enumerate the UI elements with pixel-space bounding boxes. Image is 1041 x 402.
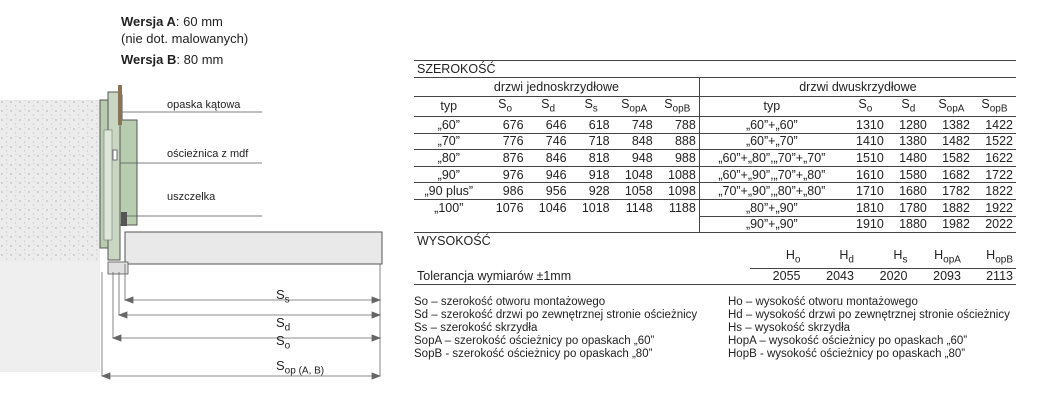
column-header: $S_{opB}$ xyxy=(981,96,1008,115)
dimension-tables xyxy=(414,60,1016,285)
column-header: $S_{opA}$ xyxy=(621,96,648,115)
table-cell: „80” xyxy=(414,150,484,167)
column-header: typ xyxy=(440,99,458,114)
column-header: $H_d$ xyxy=(839,248,854,266)
wall-lower xyxy=(0,262,100,372)
table-cell: 1018 xyxy=(570,200,613,217)
height-value: 2055 xyxy=(750,268,803,284)
table-cell: 776 xyxy=(484,133,527,150)
table-cell: „70”+„90”,„80”+„80” xyxy=(699,183,843,200)
table-cell: 1382 xyxy=(930,117,973,134)
table-row xyxy=(414,183,1016,200)
table-row xyxy=(414,200,1016,217)
table-row xyxy=(414,166,1016,183)
table-cell: 1510 xyxy=(844,150,887,167)
table-cell: 1310 xyxy=(844,117,887,134)
table-cell: „60”+„90”,„70”+„80” xyxy=(699,166,843,183)
width-table xyxy=(414,60,1016,232)
table-cell: 1922 xyxy=(973,200,1016,217)
table-cell xyxy=(484,216,527,232)
table-cell: 1722 xyxy=(973,166,1016,183)
table-cell: 1822 xyxy=(973,183,1016,200)
table-cell: 748 xyxy=(613,117,656,134)
height-value: 2043 xyxy=(803,268,856,284)
table-cell: 1910 xyxy=(844,216,887,232)
table-cell: 1380 xyxy=(887,133,930,150)
frame-core xyxy=(104,130,112,240)
table-cell: 1982 xyxy=(930,216,973,232)
table-cell: 718 xyxy=(570,133,613,150)
table-cell: „90 plus” xyxy=(414,183,484,200)
version-a-value: : 60 mm xyxy=(175,14,223,29)
table-cell: 1058 xyxy=(613,183,656,200)
column-header: $H_{opA}$ xyxy=(934,248,961,266)
label-oscieznica: ościeżnica z mdf xyxy=(167,148,249,160)
legend-item: HopB - wysokość ościeżnicy po opaskach „80” xyxy=(728,348,966,360)
table-cell xyxy=(414,216,484,232)
table-cell: 948 xyxy=(613,150,656,167)
dim-ss: $S_s$ xyxy=(276,287,290,306)
table-cell: 918 xyxy=(570,166,613,183)
dim-so: $S_o$ xyxy=(276,333,291,352)
legend-item: SopA – szerokość ościeżnicy po opaskach „60” xyxy=(414,335,655,347)
hinge-mark xyxy=(113,150,117,160)
seal xyxy=(121,212,127,226)
legend-item: So – szerokość otworu montażowego xyxy=(414,296,606,308)
table-cell: 1780 xyxy=(887,200,930,217)
table-cell: 1710 xyxy=(844,183,887,200)
legend-item: SopB - szerokość ościeżnicy po opaskach „80” xyxy=(414,348,653,360)
table-cell: „60”+„80”,„70”+„70” xyxy=(699,150,843,167)
table-cell: 1410 xyxy=(844,133,887,150)
legend-item: Ho – wysokość otworu montażowego xyxy=(728,296,918,308)
table-cell: 876 xyxy=(484,150,527,167)
table-cell: 1810 xyxy=(844,200,887,217)
table-cell: 1880 xyxy=(887,216,930,232)
table-cell: 1610 xyxy=(844,166,887,183)
column-header: $S_o$ xyxy=(498,96,513,115)
table-cell xyxy=(613,216,656,232)
wall xyxy=(0,100,100,262)
version-a-label: Wersja A xyxy=(121,14,176,29)
table-cell: 1422 xyxy=(973,117,1016,134)
table-cell: 848 xyxy=(613,133,656,150)
table-cell: 986 xyxy=(484,183,527,200)
width-title: SZEROKOŚĆ xyxy=(414,61,1016,78)
table-cell: „90” xyxy=(414,166,484,183)
double-header: drzwi dwuskrzydłowe xyxy=(699,77,1016,96)
table-cell: „60”+„70” xyxy=(699,133,843,150)
table-cell: 2022 xyxy=(973,216,1016,232)
table-cell xyxy=(570,216,613,232)
legend-item: HopA – wysokość ościeżnicy po opaskach „60” xyxy=(728,335,968,347)
version-a-note: (nie dot. malowanych) xyxy=(121,31,249,46)
table-cell xyxy=(656,216,700,232)
table-cell: 1482 xyxy=(930,133,973,150)
height-title: WYSOKOŚĆ xyxy=(414,233,1016,249)
legend-item: Hs – wysokość skrzydła xyxy=(728,322,851,334)
table-cell: 618 xyxy=(570,117,613,134)
table-cell: 1280 xyxy=(887,117,930,134)
table-cell: 1682 xyxy=(930,166,973,183)
table-cell: 1098 xyxy=(656,183,700,200)
table-cell: 788 xyxy=(656,117,700,134)
table-cell: 1680 xyxy=(887,183,930,200)
legend-width xyxy=(414,296,697,361)
table-cell: 846 xyxy=(527,150,570,167)
column-header: $S_d$ xyxy=(541,96,556,115)
table-row xyxy=(414,216,1016,232)
height-value: 2093 xyxy=(910,268,963,284)
table-cell: „60”+„60” xyxy=(699,117,843,134)
height-value: 2113 xyxy=(964,268,1016,284)
table-cell xyxy=(527,216,570,232)
legend-height xyxy=(728,296,1010,361)
table-cell: 888 xyxy=(656,133,700,150)
version-b-label: Wersja B xyxy=(121,52,177,67)
column-header: $S_d$ xyxy=(901,96,916,115)
single-header: drzwi jednoskrzydłowe xyxy=(414,77,699,96)
label-uszczelka: uszczelka xyxy=(167,191,216,203)
table-cell: 1580 xyxy=(887,166,930,183)
table-row xyxy=(414,150,1016,167)
height-value: 2020 xyxy=(857,268,910,284)
table-cell: 746 xyxy=(527,133,570,150)
table-cell: 1480 xyxy=(887,150,930,167)
table-row xyxy=(414,117,1016,134)
table-cell: 1076 xyxy=(484,200,527,217)
table-cell: 976 xyxy=(484,166,527,183)
column-header: typ xyxy=(763,99,781,114)
table-cell: „80”+„90” xyxy=(699,200,843,217)
table-cell: 646 xyxy=(527,117,570,134)
column-header: $H_o$ xyxy=(785,248,801,266)
table-cell: 1048 xyxy=(613,166,656,183)
label-opaska: opaska kątowa xyxy=(167,99,241,111)
table-cell: 1522 xyxy=(973,133,1016,150)
tolerance-note: Tolerancja wymiarów ±1mm xyxy=(417,269,572,283)
table-cell: 946 xyxy=(527,166,570,183)
height-table xyxy=(414,232,1016,285)
legend-item: Hd – wysokość drzwi po zewnętrznej stronie ościeżnicy xyxy=(728,309,1010,321)
column-header: $S_{opB}$ xyxy=(656,96,700,117)
column-header: $S_o$ xyxy=(858,96,873,115)
table-cell: 1188 xyxy=(656,200,700,217)
legend-item: Ss – szerokość skrzydła xyxy=(414,322,538,334)
table-cell: „90”+„90” xyxy=(699,216,843,232)
table-cell: 1582 xyxy=(930,150,973,167)
column-header: $H_s$ xyxy=(893,248,908,266)
column-header: $S_s$ xyxy=(584,96,598,115)
table-cell: „70” xyxy=(414,133,484,150)
table-row xyxy=(414,133,1016,150)
table-cell: 1046 xyxy=(527,200,570,217)
version-b-value: : 80 mm xyxy=(176,52,224,67)
column-header: $S_{opA}$ xyxy=(938,96,965,115)
table-cell: 1148 xyxy=(613,200,656,217)
table-cell: 818 xyxy=(570,150,613,167)
table-cell: 1088 xyxy=(656,166,700,183)
table-cell: 988 xyxy=(656,150,700,167)
table-cell: 1782 xyxy=(930,183,973,200)
table-cell: 676 xyxy=(484,117,527,134)
table-cell: 1622 xyxy=(973,150,1016,167)
table-cell: 928 xyxy=(570,183,613,200)
legend-item: Sd – szerokość drzwi po zewnętrznej stronie ościeżnicy xyxy=(414,309,698,321)
dim-sd: $S_d$ xyxy=(276,315,291,334)
column-header: $H_{opB}$ xyxy=(986,248,1013,266)
table-cell: „100” xyxy=(414,200,484,217)
table-cell: 956 xyxy=(527,183,570,200)
table-cell: 1882 xyxy=(930,200,973,217)
trim-brown xyxy=(118,85,122,125)
dim-sop: $S_{op (A, B)}$ xyxy=(276,358,325,377)
table-cell: „60” xyxy=(414,117,484,134)
door-leaf xyxy=(125,232,382,264)
